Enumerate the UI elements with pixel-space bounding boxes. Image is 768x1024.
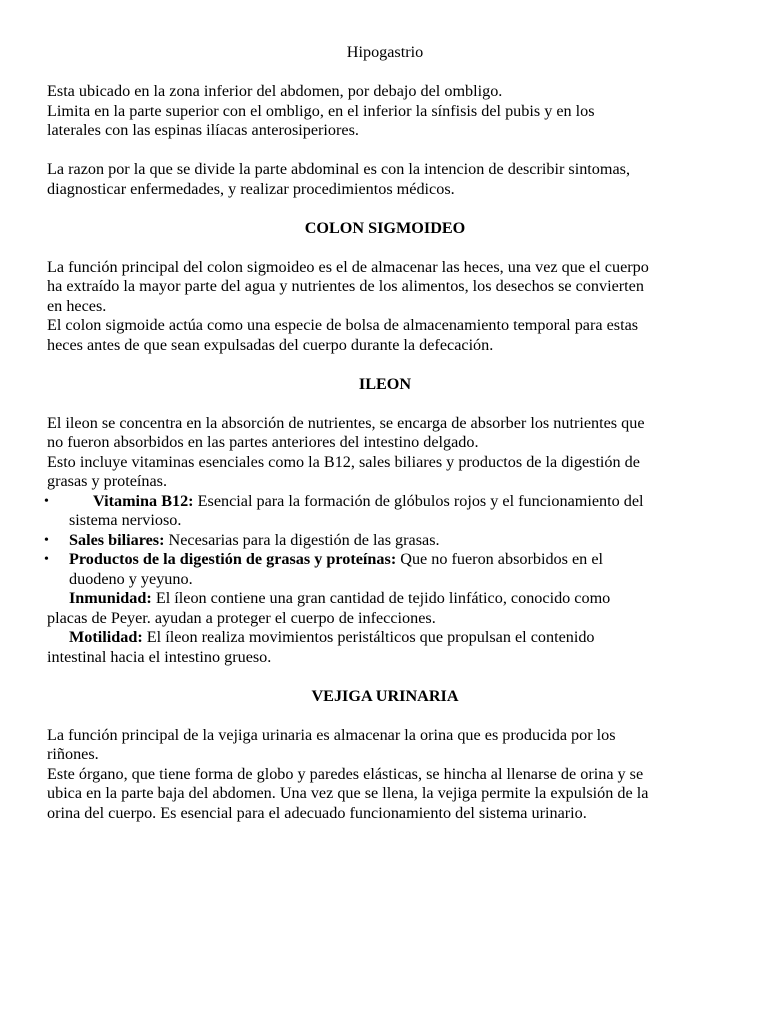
list-item-continuation: duodeno y yeyuno.	[69, 569, 193, 588]
colon-line-5: heces antes de que sean expulsadas del cuerpo durante la defecación.	[47, 335, 494, 354]
vejiga-line-1: La función principal de la vejiga urinaria es almacenar la orina que es producida por los	[47, 725, 616, 744]
colon-line-3: en heces.	[47, 296, 107, 315]
motilidad-text: El íleon realiza movimientos peristálticos que propulsan el contenido	[142, 628, 595, 646]
vejiga-line-4: ubica en la parte baja del abdomen. Una vez que se llena, la vejiga permite la expulsión de la	[47, 784, 649, 802]
colon-line-1: La función principal del colon sigmoideo es el de almacenar las heces, una vez que el cuerpo	[47, 257, 649, 276]
vejiga-line-5: orina del cuerpo. Es esencial para el adecuado funcionamiento del sistema urinario.	[47, 803, 587, 822]
vejiga-line-3: Este órgano, que tiene forma de globo y paredes elásticas, se hincha al llenarse de orina y se	[47, 764, 644, 783]
list-term: Vitamina B12:	[93, 491, 194, 510]
spacer	[47, 63, 723, 83]
spacer	[47, 667, 723, 687]
inmunidad-continuation: placas de Peyer. ayudan a proteger el cuerpo de infecciones.	[47, 608, 436, 627]
intro-line-3: laterales con las espinas ilíacas anterosiperiores.	[47, 121, 359, 139]
list-item-vitamina	[44, 491, 723, 512]
page-title: Hipogastrio	[346, 43, 424, 61]
list-text: Que no fueron absorbidos en el	[396, 550, 604, 568]
intro-line-4: La razon por la que se divide la parte abdominal es con la intencion de describir sintomas,	[47, 160, 631, 178]
list-text: Necesarias para la digestión de las grasas.	[164, 530, 440, 549]
spacer	[47, 355, 723, 375]
bullet-icon: •	[44, 532, 49, 548]
intro-line-2: Limita en la parte superior con el ombligo, en el inferior la sínfisis del pubis y en los	[47, 101, 595, 120]
colon-line-4: El colon sigmoide actúa como una especie de bolsa de almacenamiento temporal para estas	[47, 316, 639, 334]
heading-ileon: ILEON	[358, 374, 412, 393]
spacer	[47, 706, 723, 726]
vejiga-line-2: riñones.	[47, 745, 99, 763]
motilidad-continuation: intestinal hacia el intestino grueso.	[47, 647, 272, 666]
list-term: Productos de la digestión de grasas y proteínas:	[69, 550, 397, 568]
spacer	[47, 199, 723, 219]
spacer	[47, 141, 723, 161]
inmunidad-term: Inmunidad:	[69, 589, 152, 607]
intro-line-5: diagnosticar enfermedades, y realizar procedimientos médicos.	[47, 179, 455, 198]
ileon-line-3: Esto incluye vitaminas esenciales como la B12, sales biliares y productos de la digestión de	[47, 452, 640, 471]
heading-colon: COLON SIGMOIDEO	[304, 218, 466, 237]
inmunidad-paragraph	[47, 589, 723, 609]
intro-line-1: Esta ubicado en la zona inferior del abdomen, por debajo del ombligo.	[47, 82, 503, 100]
bullet-icon: •	[44, 552, 49, 567]
inmunidad-text: El íleon contiene una gran cantidad de tejido linfático, conocido como	[151, 589, 611, 607]
spacer	[47, 394, 723, 414]
list-term: Sales biliares:	[69, 530, 165, 549]
document-body	[44, 43, 723, 823]
ileon-line-2: no fueron absorbidos en las partes anteriores del intestino delgado.	[47, 433, 479, 451]
ileon-line-4: grasas y proteínas.	[47, 472, 168, 490]
colon-line-2: ha extraído la mayor parte del agua y nutrientes de los alimentos, los desechos se convierten	[47, 277, 644, 295]
ileon-line-1: El ileon se concentra en la absorción de nutrientes, se encarga de absorber los nutrientes que	[47, 413, 645, 432]
list-item-productos	[44, 550, 723, 570]
motilidad-paragraph	[47, 628, 723, 648]
heading-vejiga: VEJIGA URINARIA	[311, 686, 459, 705]
motilidad-term: Motilidad:	[69, 628, 143, 646]
list-text: Esencial para la formación de glóbulos rojos y el funcionamiento del	[193, 491, 644, 510]
list-item-sales	[44, 530, 723, 551]
bullet-icon: •	[44, 493, 49, 509]
list-item-continuation: sistema nervioso.	[69, 511, 182, 529]
spacer	[47, 238, 723, 258]
